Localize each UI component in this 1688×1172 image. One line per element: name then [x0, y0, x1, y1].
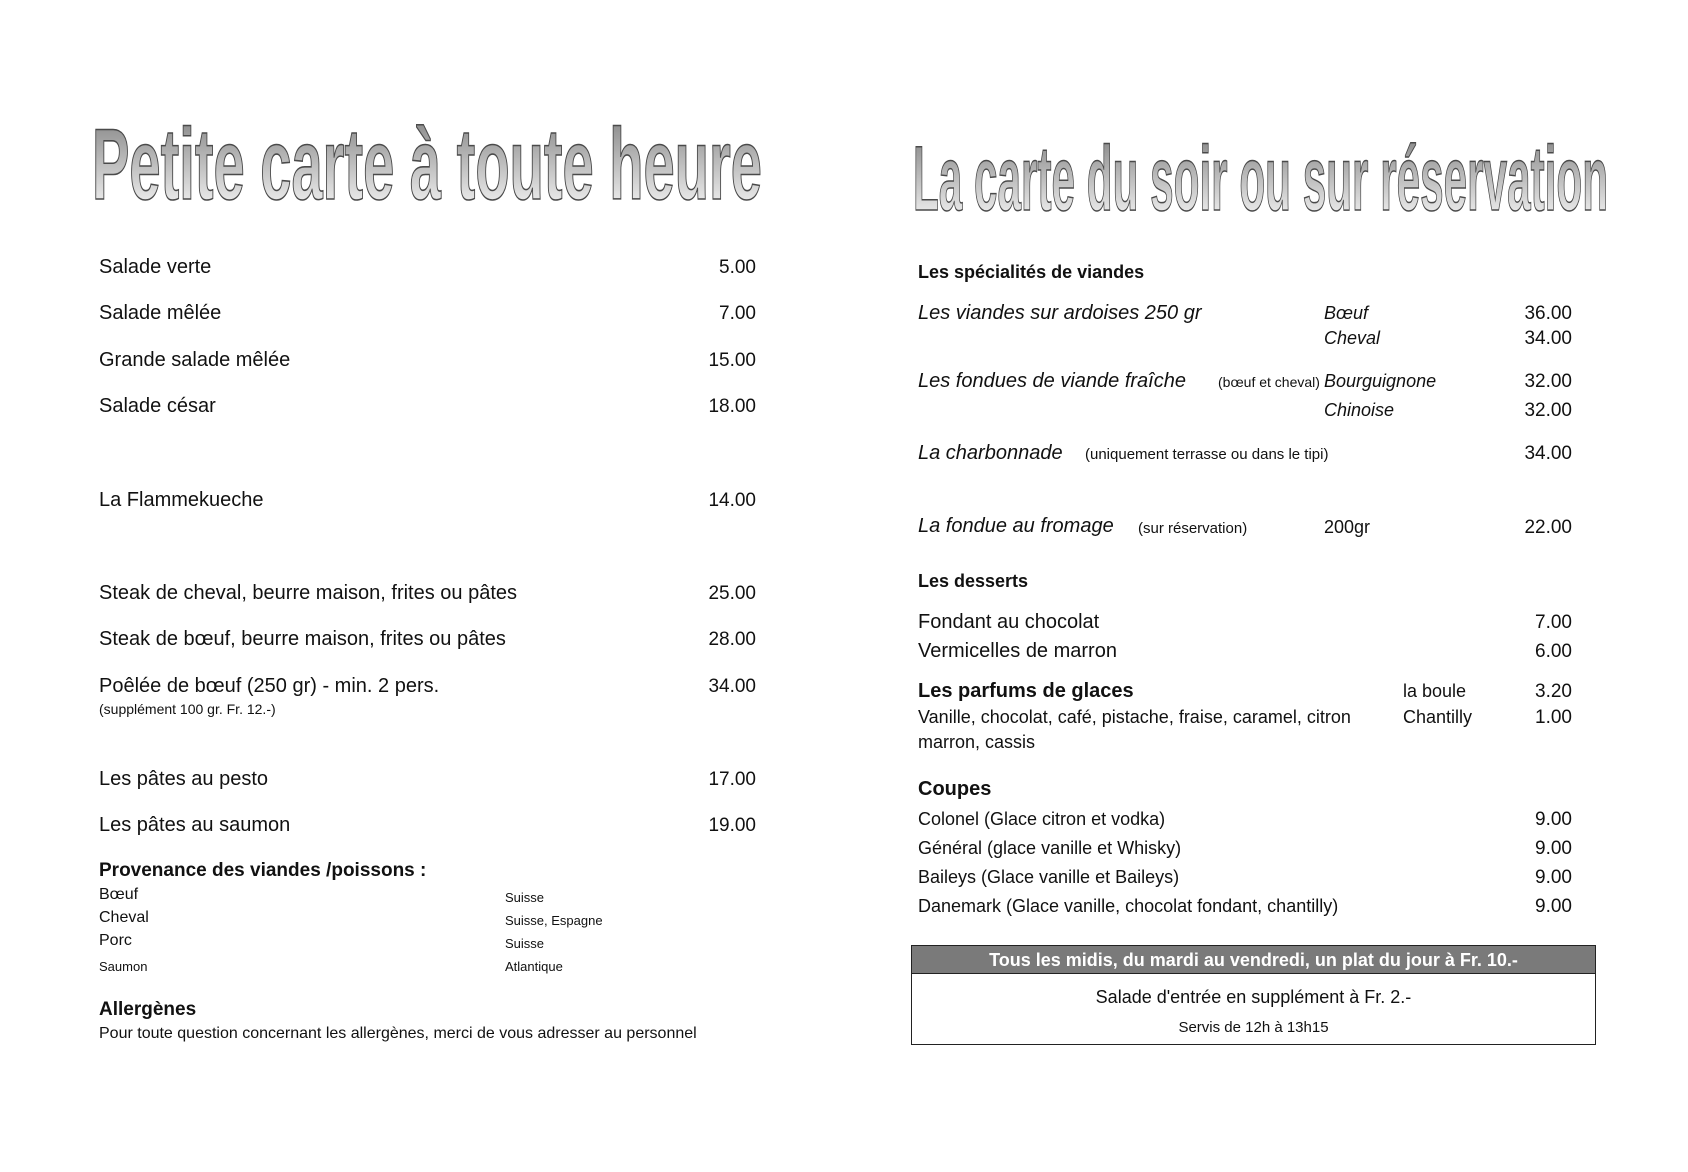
menu-item-name: Vermicelles de marron — [918, 640, 1117, 662]
menu-item-name: Fondant au chocolat — [918, 611, 1100, 633]
menu-item-variant: Bourguignone — [1324, 371, 1437, 391]
allergens-text: Pour toute question concernant les allergènes, merci de vous adresser au personnel — [99, 1025, 697, 1042]
menu-item-name: Colonel (Glace citron et vodka) — [918, 809, 1166, 829]
menu-item-name: Salade césar — [99, 395, 216, 417]
menu-item-price: 6.00 — [1535, 641, 1572, 662]
right-menu-title — [913, 82, 1613, 232]
menu-item-name: Les fondues de viande fraîche — [918, 370, 1186, 392]
desserts-heading: Les desserts — [918, 571, 1029, 591]
menu-item-price: 32.00 — [1524, 371, 1572, 392]
provenance-origin: Atlantique — [505, 959, 563, 974]
menu-item-price: 32.00 — [1524, 400, 1572, 421]
glaces-price: 3.20 — [1535, 681, 1572, 702]
menu-item-price: 9.00 — [1535, 838, 1572, 859]
svg-text:Petite carte à toute heure: Petite carte à toute heure — [92, 107, 762, 221]
menu-item-name: Danemark (Glace vanille, chocolat fondant, chantilly) — [918, 896, 1339, 916]
menu-item-name: La fondue au fromage — [918, 515, 1114, 537]
menu-item-name: Salade verte — [99, 256, 212, 278]
menu-item-note: (supplément 100 gr. Fr. 12.-) — [99, 701, 276, 717]
menu-item-price: 9.00 — [1535, 867, 1572, 888]
menu-item-variant: Chinoise — [1324, 400, 1395, 420]
menu-item-price: 18.00 — [708, 396, 756, 417]
menu-item-price: 5.00 — [719, 257, 756, 278]
daily-special-hours: Servis de 12h à 13h15 — [1178, 1019, 1329, 1036]
menu-item-price: 14.00 — [708, 490, 756, 511]
menu-item-price: 36.00 — [1524, 303, 1572, 324]
menu-item-note: (sur réservation) — [1138, 520, 1248, 537]
menu-item-price: 7.00 — [719, 303, 756, 324]
menu-item-name: Salade mêlée — [99, 302, 222, 324]
menu-item-price: 15.00 — [708, 350, 756, 371]
provenance-meat: Cheval — [99, 909, 149, 926]
glaces-flavours: Vanille, chocolat, café, pistache, fraise, caramel, citron — [918, 707, 1351, 727]
coupes-heading: Coupes — [918, 778, 992, 800]
glaces-flavours: marron, cassis — [918, 732, 1036, 752]
menu-item-name: Les pâtes au pesto — [99, 768, 269, 790]
provenance-origin: Suisse — [505, 936, 545, 951]
menu-item-name: Les viandes sur ardoises 250 gr — [918, 302, 1202, 324]
menu-item-name: Steak de cheval, beurre maison, frites ou pâtes — [99, 582, 518, 604]
left-menu-title — [92, 52, 772, 222]
menu-item-price: 17.00 — [708, 769, 756, 790]
menu-item-price: 9.00 — [1535, 896, 1572, 917]
menu-item-name: Steak de bœuf, beurre maison, frites ou pâtes — [99, 628, 506, 650]
glaces-heading: Les parfums de glaces — [918, 680, 1134, 702]
menu-item-price: 34.00 — [1524, 443, 1572, 464]
menu-item-price: 22.00 — [1524, 517, 1572, 538]
provenance-meat: Saumon — [99, 959, 148, 974]
glaces-option: la boule — [1403, 681, 1467, 701]
menu-item-name: La charbonnade — [918, 442, 1063, 464]
menu-item-name: Baileys (Glace vanille et Baileys) — [918, 867, 1180, 887]
menu-item-price: 34.00 — [708, 676, 756, 697]
specialites-heading: Les spécialités de viandes — [918, 262, 1145, 282]
menu-item-note: (uniquement terrasse ou dans le tipi) — [1085, 446, 1329, 463]
menu-item-note: (bœuf et cheval) — [1218, 374, 1320, 390]
provenance-origin: Suisse — [505, 890, 545, 905]
menu-item-name: La Flammekueche — [99, 489, 264, 511]
menu-item-quantity: 200gr — [1324, 517, 1371, 537]
provenance-origin: Suisse, Espagne — [505, 913, 603, 928]
daily-special-headline: Tous les midis, du mardi au vendredi, un plat du jour à Fr. 10.- — [912, 946, 1595, 974]
provenance-heading: Provenance des viandes /poissons : — [99, 860, 427, 881]
menu-item-price: 9.00 — [1535, 809, 1572, 830]
menu-item-name: Poêlée de bœuf (250 gr) - min. 2 pers. — [99, 675, 440, 697]
daily-special-banner — [911, 945, 1596, 1045]
menu-item-variant: Bœuf — [1324, 303, 1369, 323]
menu-item-name: Grande salade mêlée — [99, 349, 291, 371]
glaces-option: Chantilly — [1403, 707, 1473, 727]
menu-item-price: 7.00 — [1535, 612, 1572, 633]
menu-item-name: Général (glace vanille et Whisky) — [918, 838, 1182, 858]
menu-item-price: 34.00 — [1524, 328, 1572, 349]
menu-item-name: Les pâtes au saumon — [99, 814, 291, 836]
daily-special-salad: Salade d'entrée en supplément à Fr. 2.- — [1095, 987, 1412, 1007]
menu-item-variant: Cheval — [1324, 328, 1381, 348]
svg-text:La carte du soir ou sur réserv: La carte du soir ou sur réservation — [913, 128, 1608, 230]
provenance-meat: Bœuf — [99, 886, 139, 903]
glaces-price: 1.00 — [1535, 707, 1572, 728]
menu-item-price: 19.00 — [708, 815, 756, 836]
provenance-meat: Porc — [99, 932, 132, 949]
menu-item-price: 25.00 — [708, 583, 756, 604]
allergens-heading: Allergènes — [99, 999, 197, 1020]
menu-item-price: 28.00 — [708, 629, 756, 650]
